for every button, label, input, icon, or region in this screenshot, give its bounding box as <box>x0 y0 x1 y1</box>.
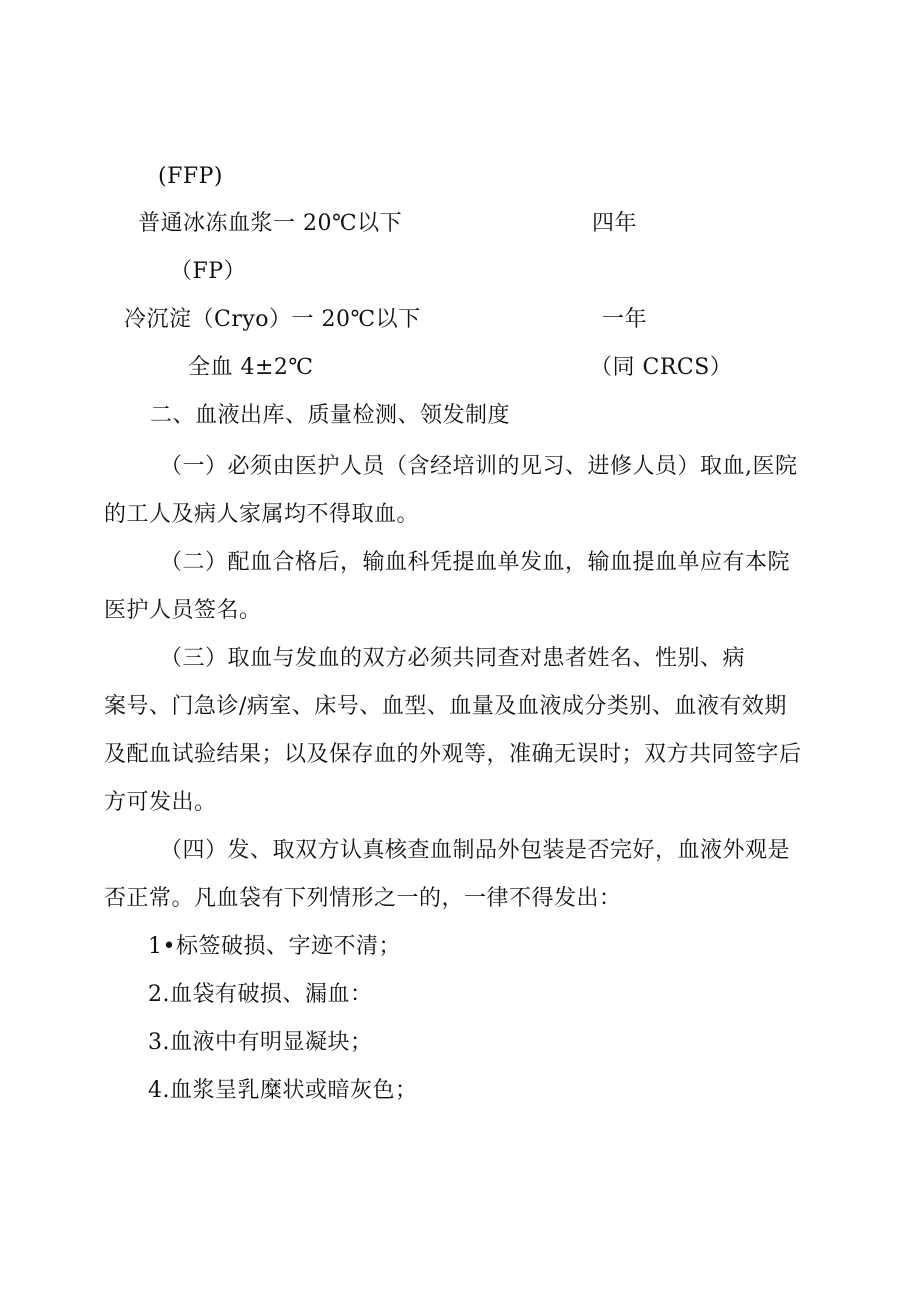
paragraph-3-line-4: 方可发出。 <box>104 790 217 815</box>
table-row-cryo-storage: 冷沉淀（Cryo）一 20℃以下 <box>124 307 421 332</box>
paragraph-1-line-1: （一）必须由医护人员（含经培训的见习、进修人员）取血,医院 <box>160 454 798 479</box>
table-row-fp-label: （FP） <box>170 259 247 284</box>
table-row-fp-storage: 普通冰冻血浆一 20℃以下 <box>138 211 403 236</box>
table-row-cryo-period: 一年 <box>602 307 648 332</box>
list-item-2: 2.血袋有破损、漏血： <box>148 982 373 1007</box>
list-item-3: 3.血液中有明显凝块； <box>148 1030 373 1055</box>
paragraph-3-line-1: （三）取血与发血的双方必须共同查对患者姓名、性别、病 <box>160 646 746 671</box>
paragraph-2-line-1: （二）配血合格后，输血科凭提血单发血，输血提血单应有本院 <box>160 550 791 575</box>
table-row-fp-period: 四年 <box>592 211 638 236</box>
table-row-ffp-label: (FFP) <box>158 164 223 189</box>
paragraph-4-line-2: 否正常。凡血袋有下列情形之一的，一律不得发出： <box>104 886 622 911</box>
section-heading: 二、血液出库、质量检测、领发制度 <box>150 403 511 428</box>
paragraph-2-line-2: 医护人员签名。 <box>104 598 262 623</box>
paragraph-3-line-2: 案号、门急诊/病室、床号、血型、血量及血液成分类别、血液有效期 <box>104 694 787 719</box>
table-row-wholeblood-storage: 全血 4±2℃ <box>188 355 314 380</box>
table-row-wholeblood-period: （同 CRCS） <box>590 355 733 380</box>
list-item-4: 4.血浆呈乳糜状或暗灰色； <box>148 1078 418 1103</box>
list-item-1: 1•标签破损、字迹不清； <box>148 934 401 959</box>
paragraph-3-line-3: 及配血试验结果；以及保存血的外观等，准确无误时；双方共同签字后 <box>104 742 802 767</box>
paragraph-4-line-1: （四）发、取双方认真核查血制品外包装是否完好，血液外观是 <box>160 838 791 863</box>
paragraph-1-line-2: 的工人及病人家属均不得取血。 <box>104 502 420 527</box>
